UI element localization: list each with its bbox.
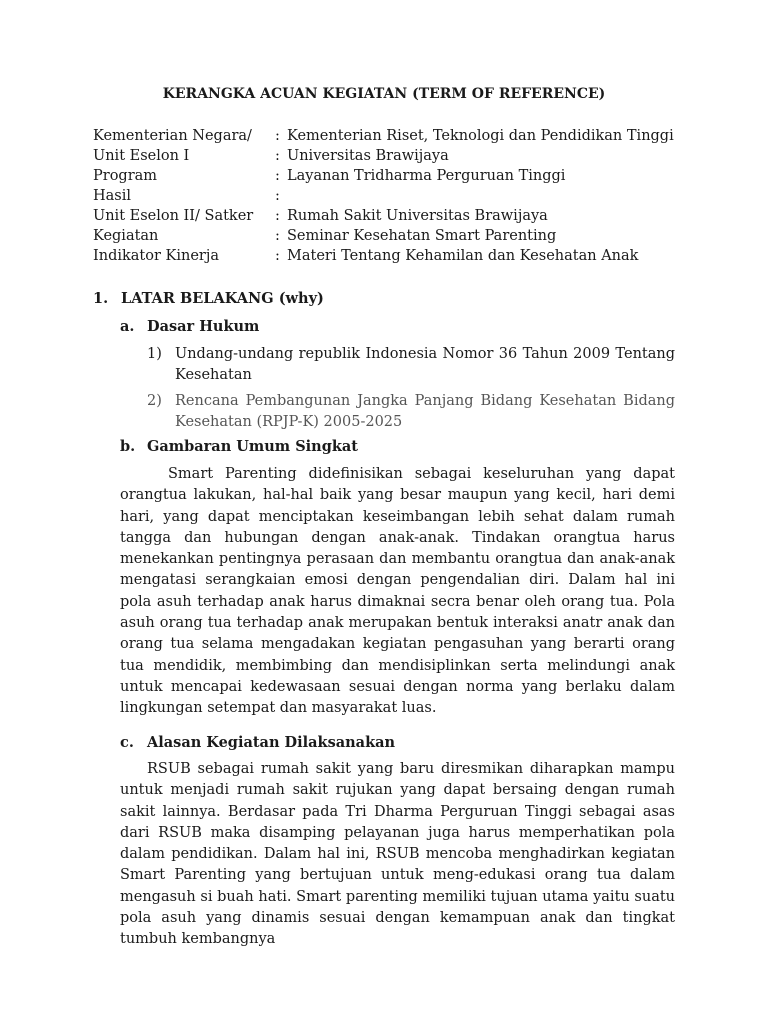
list-item-number: 2)	[147, 393, 162, 409]
info-row	[93, 126, 675, 146]
info-value: Layanan Tridharma Perguruan Tinggi	[287, 168, 566, 184]
info-row	[93, 206, 675, 226]
info-colon: :	[275, 248, 280, 264]
info-row	[93, 186, 675, 206]
info-value: Materi Tentang Kehamilan dan Kesehatan Anak	[287, 248, 639, 264]
body-paragraph: Smart Parenting didefinisikan sebagai keseluruhan yang dapat orangtua lakukan, hal-hal baik yang besar maupun yang kecil, hari demi hari, yang dapat menciptakan keseimbangan lebih sehat dalam rumah tangga dan hubungan dengan anak-anak. Tindakan orangtua harus menekankan pentingnya perasaan dan membantu orangtua dan anak-anak mengatasi serangkaian emosi dengan pengendalian diri. Dalam hal ini pola asuh terhadap anak harus dimaknai secra benar oleh orang tua. Pola asuh orang tua terhadap anak merupakan bentuk interaksi anatr anak dan orang tua selama mengadakan kegiatan pengasuhan yang berarti orang tua mendidik, membimbing dan mendisiplinkan serta melindungi anak untuk mencapai kedewasaan sesuai dengan norma yang berlaku dalam lingkungan setempat dan masyarakat luas.	[120, 466, 675, 717]
info-value: Rumah Sakit Universitas Brawijaya	[287, 208, 548, 224]
info-label: Program	[93, 168, 158, 184]
info-colon: :	[275, 148, 280, 164]
info-label: Kegiatan	[93, 228, 159, 244]
info-row	[93, 146, 675, 166]
list-item-text: Undang-undang republik Indonesia Nomor 36 Tahun 2009 Tentang Kesehatan	[175, 346, 675, 383]
info-label: Unit Eselon I	[93, 148, 190, 164]
section-title: LATAR BELAKANG (why)	[121, 290, 324, 307]
info-value	[287, 186, 675, 206]
info-colon: :	[275, 128, 280, 144]
info-value: Universitas Brawijaya	[287, 148, 449, 164]
list-item	[147, 391, 675, 433]
subsection-title: Alasan Kegiatan Dilaksanakan	[147, 734, 396, 751]
section-heading	[93, 290, 324, 307]
list-item-text: Rencana Pembangunan Jangka Panjang Bidang Kesehatan Bidang Kesehatan (RPJP-K) 2005-2025	[175, 393, 675, 430]
info-row	[93, 226, 675, 246]
subsection-letter: b.	[120, 438, 136, 455]
info-colon: :	[275, 168, 280, 184]
subsection-heading-b	[120, 438, 358, 455]
info-value: Seminar Kesehatan Smart Parenting	[287, 228, 557, 244]
info-label: Hasil	[93, 188, 132, 204]
list-item-number: 1)	[147, 346, 162, 362]
info-colon: :	[275, 208, 280, 224]
document-title: KERANGKA ACUAN KEGIATAN (TERM OF REFERENCE)	[162, 86, 606, 102]
info-row	[93, 166, 675, 186]
subsection-title: Dasar Hukum	[147, 318, 260, 335]
info-label: Kementerian Negara/	[93, 128, 252, 144]
subsection-letter: a.	[120, 318, 135, 335]
info-colon: :	[275, 188, 280, 204]
info-table	[93, 126, 675, 266]
section-number: 1.	[93, 290, 109, 307]
subsection-letter: c.	[120, 734, 134, 751]
info-row	[93, 246, 675, 266]
subsection-heading-c	[120, 734, 395, 751]
info-label: Unit Eselon II/ Satker	[93, 208, 254, 224]
body-paragraph: RSUB sebagai rumah sakit yang baru diresmikan diharapkan mampu untuk menjadi rumah sakit rujukan yang dapat bersaing dengan rumah sakit lainnya. Berdasar pada Tri Dharma Perguruan Tinggi sebagai asas dari RSUB maka disamping pelayanan juga harus memperhatikan pola dalam pendidikan. Dalam hal ini, RSUB mencoba menghadirkan kegiatan Smart Parenting yang bertujuan untuk meng-edukasi orang tua dalam mengasuh si buah hati. Smart parenting memiliki tujuan utama yaitu suatu pola asuh yang dinamis sesuai dengan kemampuan anak dan tingkat tumbuh kembangnya	[120, 761, 675, 948]
subsection-heading-a	[120, 318, 259, 335]
info-value: Kementerian Riset, Teknologi dan Pendidikan Tinggi	[287, 128, 674, 144]
subsection-title: Gambaran Umum Singkat	[147, 438, 359, 455]
list-item	[147, 344, 675, 386]
info-label: Indikator Kinerja	[93, 248, 219, 264]
info-colon: :	[275, 228, 280, 244]
